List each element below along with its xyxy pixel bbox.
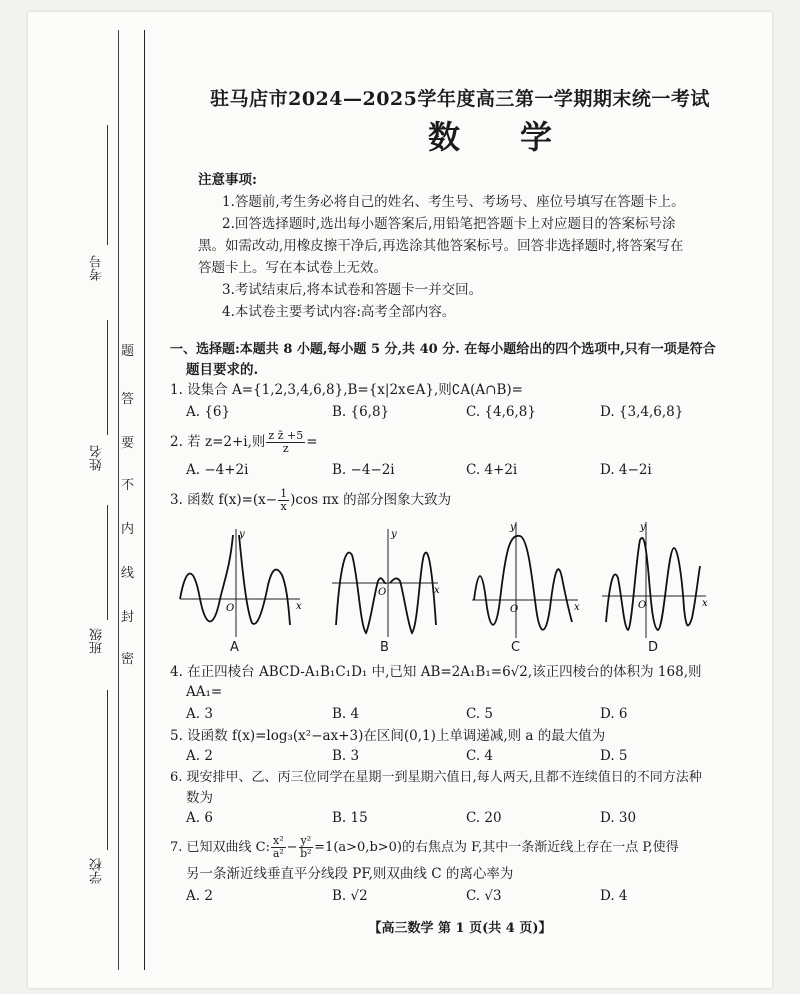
seal-char: 答 — [121, 392, 135, 407]
class-label: 班级 — [90, 628, 105, 654]
seal-char: 线 — [121, 566, 135, 581]
page-footer: 【高三数学 第 1 页(共 4 页)】 — [368, 921, 552, 936]
notes-item-2c: 答题卡上。写在本试卷上无效。 — [198, 260, 387, 276]
q3-stem-pre: 3. 函数 f(x)=(x− — [170, 492, 278, 508]
axis-x-label: x — [702, 598, 708, 609]
q3-graph-d-label: D — [648, 640, 659, 655]
q5-option-a[interactable]: A. 2 — [186, 748, 213, 764]
q4-option-d[interactable]: D. 6 — [600, 706, 628, 722]
exam-no-field[interactable] — [107, 125, 108, 245]
seal-char: 封 — [121, 610, 135, 625]
question-1-stem: 1. 设集合 A={1,2,3,4,6,8},B={x|2x∈A},则∁A(A∩B)= — [170, 382, 523, 398]
question-5-stem: 5. 设函数 f(x)=log₃(x²−ax+3)在区间(0,1)上单调递减,则 a 的最大值为 — [170, 728, 606, 744]
q6-option-d[interactable]: D. 30 — [600, 810, 637, 826]
q7-option-b[interactable]: B. √2 — [332, 888, 368, 904]
question-4-stem-cont: AA₁= — [186, 684, 223, 700]
axis-y-label: y — [391, 529, 397, 540]
q6-option-b[interactable]: B. 15 — [332, 810, 368, 826]
exam-no-label: 考号 — [90, 255, 105, 281]
q5-option-c[interactable]: C. 4 — [466, 748, 494, 764]
q7-option-d[interactable]: D. 4 — [600, 888, 628, 904]
origin-label: O — [378, 587, 387, 598]
q2-option-a[interactable]: A. −4+2i — [186, 462, 249, 478]
question-6-stem: 6. 现安排甲、乙、丙三位同学在星期一到星期六值日,每人两天,且都不连续值日的不同方法种 — [170, 770, 702, 785]
section-heading-cont: 题目要求的. — [186, 362, 259, 378]
seal-char: 不 — [121, 478, 135, 493]
axis-y-label: y — [510, 522, 516, 533]
q7-fraction-2 — [299, 835, 314, 860]
name-field[interactable] — [107, 320, 108, 435]
notes-item-3: 3.考试结束后,将本试卷和答题卡一并交回。 — [222, 282, 483, 298]
q7-f1-num: x² — [273, 834, 284, 847]
q7-option-c[interactable]: C. √3 — [466, 888, 502, 904]
q3-frac-num: 1 — [280, 487, 288, 500]
question-6-stem-cont: 数为 — [186, 790, 213, 806]
notes-item-2b: 黑。如需改动,用橡皮擦干净后,再选涂其他答案标号。回答非选择题时,将答案写在 — [198, 238, 684, 254]
section-heading: 一、选择题:本题共 8 小题,每小题 5 分,共 40 分. 在每小题给出的四个选项中,只有一项是符合 — [170, 342, 716, 357]
origin-label: O — [510, 604, 519, 615]
school-label: 学校 — [90, 858, 105, 884]
q3-frac-den: x — [280, 500, 287, 513]
q7-f2-num: y² — [300, 834, 312, 847]
q5-option-d[interactable]: D. 5 — [600, 748, 628, 764]
question-7-stem — [170, 834, 679, 862]
q1-option-d[interactable]: D. {3,4,6,8} — [600, 404, 684, 420]
q2-fraction — [266, 430, 305, 455]
school-field[interactable] — [107, 690, 108, 850]
q3-graph-a[interactable] — [178, 525, 304, 643]
q2-frac-num: z z̄ +5 — [268, 429, 304, 442]
exam-title: 驻马店市2024—2025学年度高三第一学期期末统一考试 — [210, 88, 710, 110]
q3-graph-b[interactable] — [330, 525, 442, 643]
q6-option-c[interactable]: C. 20 — [466, 810, 502, 826]
q2-option-c[interactable]: C. 4+2i — [466, 462, 518, 478]
axis-y-label: y — [640, 522, 646, 533]
binding-margin-line — [118, 30, 119, 970]
q4-option-c[interactable]: C. 5 — [466, 706, 494, 722]
question-3-stem — [170, 486, 451, 514]
question-7-stem-cont: 另一条渐近线垂直平分线段 PF,则双曲线 C 的离心率为 — [186, 866, 514, 882]
name-label: 姓名 — [90, 445, 105, 471]
axis-x-label: x — [574, 602, 580, 613]
seal-char: 要 — [121, 436, 135, 451]
seal-line — [144, 30, 145, 970]
class-field[interactable] — [107, 505, 108, 620]
axis-x-label: x — [296, 601, 302, 612]
q7-option-a[interactable]: A. 2 — [186, 888, 213, 904]
curve — [180, 535, 290, 625]
subject-title: 数学 — [427, 118, 612, 156]
origin-label: O — [226, 603, 235, 614]
q2-option-d[interactable]: D. 4−2i — [600, 462, 652, 478]
seal-char: 题 — [121, 344, 135, 359]
q1-option-b[interactable]: B. {6,8} — [332, 404, 390, 420]
curve — [606, 538, 700, 630]
q4-option-a[interactable]: A. 3 — [186, 706, 213, 722]
q2-frac-den: z — [282, 442, 289, 455]
q3-graph-d[interactable] — [600, 518, 710, 643]
q5-option-b[interactable]: B. 3 — [332, 748, 360, 764]
q2-stem-pre: 2. 若 z=2+i,则 — [170, 434, 266, 450]
q3-stem-post: )cos πx 的部分图象大致为 — [290, 492, 452, 508]
seal-char: 内 — [121, 522, 135, 537]
notes-heading: 注意事项: — [198, 172, 257, 188]
q3-graph-c[interactable] — [470, 518, 582, 643]
question-4-stem: 4. 在正四棱台 ABCD-A₁B₁C₁D₁ 中,已知 AB=2A₁B₁=6√2,该正四棱台的体积为 168,则 — [170, 664, 702, 680]
q7-stem-pre: 7. 已知双曲线 C: — [170, 840, 270, 855]
seal-char: 密 — [121, 652, 135, 667]
notes-item-4: 4.本试卷主要考试内容:高考全部内容。 — [222, 304, 456, 320]
q3-fraction — [278, 488, 289, 513]
axis-x-label: x — [434, 585, 440, 596]
q7-f2-den: b² — [300, 847, 312, 860]
q7-fraction-1 — [271, 835, 286, 860]
q4-option-b[interactable]: B. 4 — [332, 706, 360, 722]
q2-stem-post: = — [306, 434, 318, 450]
q3-graph-a-label: A — [230, 640, 239, 655]
axis-y-label: y — [239, 529, 245, 540]
q3-graph-b-label: B — [380, 640, 389, 655]
q1-option-c[interactable]: C. {4,6,8} — [466, 404, 536, 420]
curve — [474, 536, 572, 630]
q7-stem-post: =1(a>0,b>0)的右焦点为 F,其中一条渐近线上存在一点 P,使得 — [314, 840, 679, 855]
notes-item-2a: 2.回答选择题时,选出每小题答案后,用铅笔把答题卡上对应题目的答案标号涂 — [222, 216, 676, 232]
q7-f1-den: a² — [272, 847, 284, 860]
notes-item-1: 1.答题前,考生务必将自己的姓名、考生号、考场号、座位号填写在答题卡上。 — [222, 194, 685, 210]
origin-label: O — [638, 600, 647, 611]
q3-graph-c-label: C — [511, 640, 521, 655]
question-2-stem — [170, 428, 318, 456]
q1-option-a[interactable]: A. {6} — [186, 404, 231, 420]
q6-option-a[interactable]: A. 6 — [186, 810, 213, 826]
q7-minus: − — [286, 840, 298, 855]
q2-option-b[interactable]: B. −4−2i — [332, 462, 395, 478]
